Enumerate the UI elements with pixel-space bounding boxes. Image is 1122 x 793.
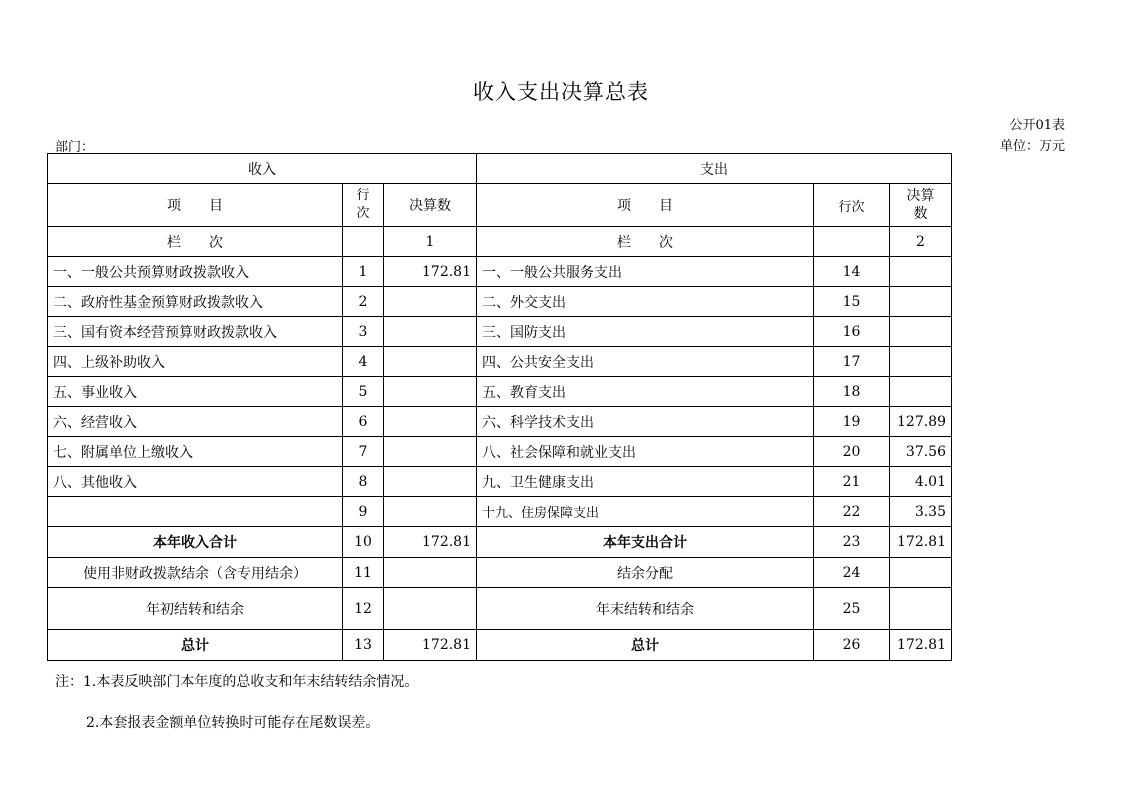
expense-row-no: 14	[814, 257, 890, 287]
expense-item: 四、公共安全支出	[477, 347, 814, 377]
expense-item: 十九、住房保障支出	[477, 497, 814, 527]
expense-row-no: 24	[814, 558, 890, 588]
income-amount	[384, 467, 477, 497]
income-item: 五、事业收入	[48, 377, 343, 407]
section-header-row	[48, 154, 952, 184]
income-section-header: 收入	[48, 154, 477, 184]
income-item: 四、上级补助收入	[48, 347, 343, 377]
income-year-total-label: 本年收入合计	[48, 527, 343, 558]
income-row-no: 9	[343, 497, 384, 527]
expense-grand-total-label: 总计	[477, 630, 814, 661]
income-row-no: 5	[343, 377, 384, 407]
expense-amount	[890, 588, 952, 630]
income-amount	[384, 377, 477, 407]
expense-amount: 172.81	[890, 527, 952, 558]
expense-amount	[890, 287, 952, 317]
income-row-no: 13	[343, 630, 384, 661]
income-item: 六、经营收入	[48, 407, 343, 437]
expense-row-no: 23	[814, 527, 890, 558]
income-amount	[384, 317, 477, 347]
expense-amount: 4.01	[890, 467, 952, 497]
income-amount	[384, 347, 477, 377]
department-label: 部门：	[55, 140, 95, 155]
income-item	[48, 497, 343, 527]
expense-row-no: 18	[814, 377, 890, 407]
nonfiscal-row	[48, 558, 952, 588]
expense-amount: 127.89	[890, 407, 952, 437]
expense-row-no: 15	[814, 287, 890, 317]
income-row-no: 3	[343, 317, 384, 347]
expense-row-no: 21	[814, 467, 890, 497]
expense-item: 一、一般公共服务支出	[477, 257, 814, 287]
expense-surplus-distribution-label: 结余分配	[477, 558, 814, 588]
unit-label: 单位：万元	[999, 139, 1065, 154]
income-row-no: 8	[343, 467, 384, 497]
income-item: 二、政府性基金预算财政拨款收入	[48, 287, 343, 317]
expense-amount	[890, 257, 952, 287]
income-row-no: 6	[343, 407, 384, 437]
income-amount: 172.81	[384, 630, 477, 661]
expense-row-no: 22	[814, 497, 890, 527]
income-row-no: 11	[343, 558, 384, 588]
income-amount: 172.81	[384, 527, 477, 558]
income-amount	[384, 437, 477, 467]
income-nonfiscal-label: 使用非财政拨款结余（含专用结余）	[48, 558, 343, 588]
page-title: 收入支出决算总表	[473, 80, 649, 104]
expense-col-label: 栏 次	[477, 227, 814, 257]
expense-carryover-label: 年末结转和结余	[477, 588, 814, 630]
income-item: 七、附属单位上缴收入	[48, 437, 343, 467]
form-number: 公开01表	[1009, 118, 1065, 133]
expense-col-number: 2	[890, 227, 952, 257]
income-item: 八、其他收入	[48, 467, 343, 497]
income-amount	[384, 588, 477, 630]
income-item-header: 项 目	[48, 184, 343, 227]
income-row-no: 12	[343, 588, 384, 630]
note-2: 2.本套报表金额单位转换时可能存在尾数误差。	[86, 715, 380, 731]
expense-amount	[890, 347, 952, 377]
income-carryover-label: 年初结转和结余	[48, 588, 343, 630]
table-row	[48, 317, 952, 347]
expense-section-header: 支出	[477, 154, 952, 184]
income-row-no: 10	[343, 527, 384, 558]
table-row	[48, 377, 952, 407]
expense-row-no: 16	[814, 317, 890, 347]
table-row	[48, 437, 952, 467]
income-amount	[384, 287, 477, 317]
income-col-number: 1	[384, 227, 477, 257]
income-row-no: 2	[343, 287, 384, 317]
expense-amount	[890, 317, 952, 347]
expense-item: 二、外交支出	[477, 287, 814, 317]
expense-amount-header: 决算 数	[890, 184, 952, 227]
income-item: 三、国有资本经营预算财政拨款收入	[48, 317, 343, 347]
expense-item: 三、国防支出	[477, 317, 814, 347]
income-row-no: 4	[343, 347, 384, 377]
table-row	[48, 347, 952, 377]
year-total-row	[48, 527, 952, 558]
income-amount	[384, 497, 477, 527]
carryover-row	[48, 588, 952, 630]
expense-item: 八、社会保障和就业支出	[477, 437, 814, 467]
expense-row-no: 17	[814, 347, 890, 377]
income-amount	[384, 558, 477, 588]
income-amount: 172.81	[384, 257, 477, 287]
note-1: 注：1.本表反映部门本年度的总收支和年末结转结余情况。	[55, 674, 419, 690]
grand-total-row	[48, 630, 952, 661]
expense-amount	[890, 558, 952, 588]
expense-item: 六、科学技术支出	[477, 407, 814, 437]
expense-amount	[890, 377, 952, 407]
table-row	[48, 497, 952, 527]
empty-cell	[814, 227, 890, 257]
income-item: 一、一般公共预算财政拨款收入	[48, 257, 343, 287]
income-col-label: 栏 次	[48, 227, 343, 257]
expense-item: 九、卫生健康支出	[477, 467, 814, 497]
column-header-row	[48, 184, 952, 227]
income-row-no-header: 行 次	[343, 184, 384, 227]
expense-amount: 172.81	[890, 630, 952, 661]
income-grand-total-label: 总计	[48, 630, 343, 661]
column-number-row	[48, 227, 952, 257]
budget-summary-table	[47, 153, 952, 661]
expense-row-no: 26	[814, 630, 890, 661]
expense-row-no-header: 行次	[814, 184, 890, 227]
expense-item: 五、教育支出	[477, 377, 814, 407]
income-row-no: 1	[343, 257, 384, 287]
expense-year-total-label: 本年支出合计	[477, 527, 814, 558]
income-amount	[384, 407, 477, 437]
income-row-no: 7	[343, 437, 384, 467]
table-row	[48, 257, 952, 287]
expense-row-no: 19	[814, 407, 890, 437]
expense-amount: 3.35	[890, 497, 952, 527]
table-row	[48, 287, 952, 317]
table-row	[48, 467, 952, 497]
expense-amount: 37.56	[890, 437, 952, 467]
table-row	[48, 407, 952, 437]
income-amount-header: 决算数	[384, 184, 477, 227]
empty-cell	[343, 227, 384, 257]
expense-item-header: 项 目	[477, 184, 814, 227]
expense-row-no: 20	[814, 437, 890, 467]
expense-row-no: 25	[814, 588, 890, 630]
